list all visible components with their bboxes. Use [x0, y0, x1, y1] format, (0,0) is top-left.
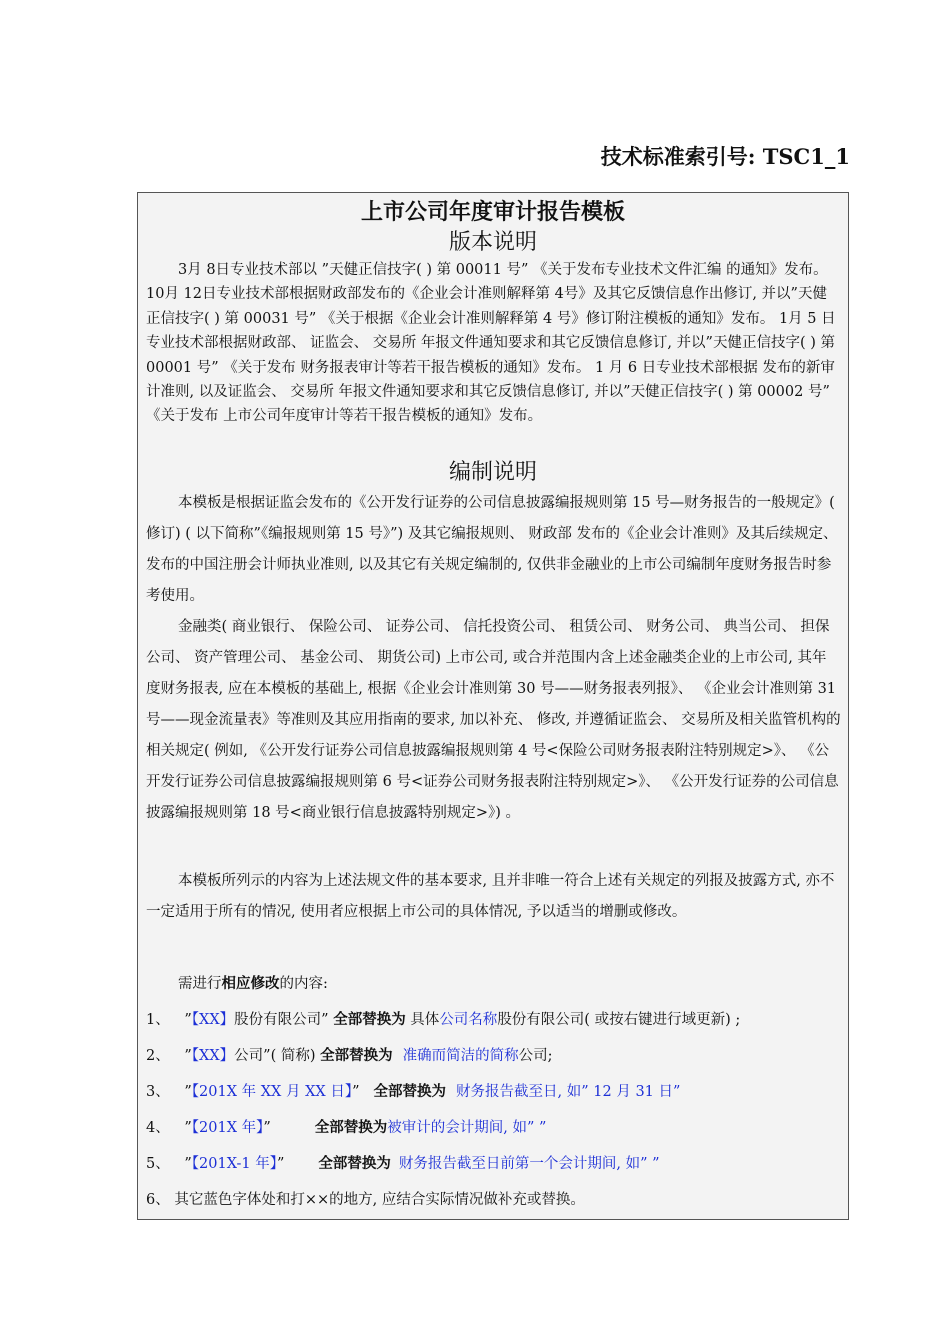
document-title: 上市公司年度审计报告模板 [360, 199, 625, 225]
list-item-6: 6、 其它蓝色字体处和打××的地方, 应结合实际情况做补充或替换。 [146, 1192, 585, 1208]
intro-prefix: 需进行 [178, 976, 222, 992]
list-item: 1、 ”【XX】股份有限公司” 全部替换为 具体公司名称股份有限公司( 或按右键进行域更新) ; [146, 1011, 741, 1028]
modification-intro [178, 972, 878, 993]
technical-standard-index: 技术标准索引号: TSC1_1 [600, 144, 850, 169]
list-item: 5、 ”【201X-1 年】” 全部替换为 财务报告截至日前第一个会计期间, 如” ” [146, 1155, 660, 1172]
compile-paragraph-1: 本模板是根据证监会发布的《公开发行证券的公司信息披露编报规则第 15 号—财务报告的一般规定》( 修订) ( 以下简称”《编报规则第 15 号》”) 及其它编报规则、 财政部 发布的《企业会计准则》及其后续规定、 发布的中国注册会计师执业准则, 以及其它有关规定编制的, 仅供非金融业的上市公司编制年度财务报告时参考使用。 [146, 495, 838, 604]
list-item: 2、 ”【XX】公司”( 简称) 全部替换为 准确而简洁的简称公司; [146, 1047, 553, 1064]
template-notice-box [137, 192, 849, 1220]
list-item: 4、 ”【201X 年】” 全部替换为被审计的会计期间, 如” ” [146, 1119, 547, 1136]
list-item: 3、 ”【201X 年 XX 月 XX 日】” 全部替换为 财务报告截至日, 如” 12 月 31 日” [146, 1083, 681, 1100]
version-paragraph: 3月 8日专业技术部以 ”天健正信技字( ) 第 00011 号” 《关于发布专业技术文件汇编 的通知》发布。 10月 12日专业技术部根据财政部发布的《企业会计准则解释第 4号》及其它反馈信息作出修订, 并以”天健正信技字( ) 第 00031 号” 《关于根据《企业会计准则解释第 4 号》修订附注模板的通知》发布。 1月 5 日专业技术部根据财政部、 证监会、 交易所 年报文件通知要求和其它反馈信息修订, 并以”天健正信技字( ) 第 00001 号” 《关于发布 财务报表审计等若干报告模板的通知》发布。 1 月 6 日专业技术部根据 发布的新审计准则, 以及证监会、 交易所 年报文件通知要求和其它反馈信息修订, 并以”天健正信技字( ) 第 00002 号” 《关于发布 上市公司年度审计等若干报告模板的通知》发布。 [146, 262, 836, 425]
intro-suffix: 的内容: [279, 976, 328, 992]
intro-bold: 相应修改 [221, 975, 280, 992]
compile-paragraph-3: 本模板所列示的内容为上述法规文件的基本要求, 且并非唯一符合上述有关规定的列报及披露方式, 亦不一定适用于所有的情况, 使用者应根据上市公司的具体情况, 予以适当的增删或修改。 [146, 873, 835, 920]
compile-paragraph-2: 金融类( 商业银行、 保险公司、 证券公司、 信托投资公司、 租赁公司、 财务公司、 典当公司、 担保公司、 资产管理公司、 基金公司、 期货公司) 上市公司, 或合并范围内含上述金融类企业的上市公司, 其年度财务报表, 应在本模板的基础上, 根据《企业会计准则第 30 号——财务报表列报》、 《企业会计准则第 31 号——现金流量表》等准则及其应用指南的要求, 加以补充、 修改, 并遵循证监会、 交易所及相关监管机构的相关规定( 例如, 《公开发行证券公司信息披露编报规则第 4 号<保险公司财务报表附注特别规定>》、 《公开发行证券公司信息披露编报规则第 6 号<证券公司财务报表附注特别规定>》、 《公开发行证券的公司信息披露编报规则第 18 号<商业银行信息披露特别规定>》) 。 [146, 619, 841, 821]
version-heading: 版本说明 [448, 230, 537, 255]
compile-heading: 编制说明 [448, 460, 537, 485]
